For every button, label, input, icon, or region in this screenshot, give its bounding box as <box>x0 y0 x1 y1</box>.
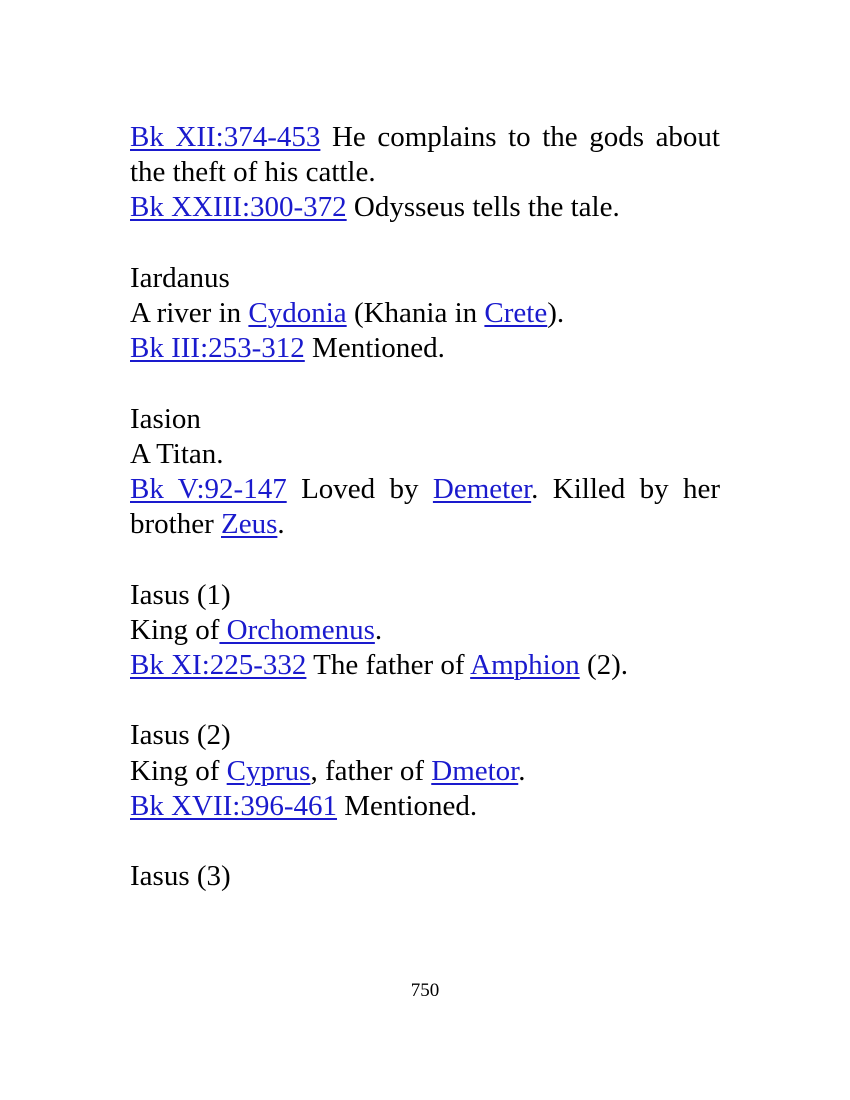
reference-text: He complains to the gods about the theft of his cattle. <box>130 121 720 189</box>
entry-gap <box>130 683 720 718</box>
description-text: . <box>518 754 526 787</box>
book-reference-link[interactable]: Bk XXIII:300-372 <box>130 191 347 224</box>
reference-text: (2). <box>579 649 629 681</box>
entry-heading: Iasus (2) <box>130 719 231 752</box>
book-reference-link[interactable]: Bk XII:374-453 <box>130 121 321 153</box>
zeus-link[interactable]: Zeus <box>221 508 278 541</box>
entry-iasion <box>130 402 720 543</box>
entry-heading: Iasus (1) <box>130 578 231 611</box>
reference-line <box>130 331 720 366</box>
description-text: , father of <box>310 754 432 787</box>
cyprus-link[interactable]: Cyprus <box>226 754 311 787</box>
entry-heading: Iasus (3) <box>130 860 231 893</box>
description-text: King of <box>130 754 227 787</box>
page-number: 750 <box>410 980 440 1001</box>
cydonia-link[interactable]: Cydonia <box>248 297 347 329</box>
reference-text: . Killed by her brother <box>130 473 721 541</box>
description-text: King of <box>130 613 220 646</box>
reference-text: Loved by <box>286 473 433 505</box>
description-text: (Khania in <box>346 297 485 329</box>
reference-text: Odysseus tells the tale. <box>346 191 620 224</box>
reference-line <box>130 789 720 824</box>
entry-heading: Iasion <box>130 402 201 435</box>
entry-description <box>130 754 720 789</box>
entry-iasus-2 <box>130 718 720 824</box>
entry-heading: Iardanus <box>130 261 230 294</box>
entry-description <box>130 296 720 331</box>
demeter-link[interactable]: Demeter <box>432 473 532 505</box>
reference-line <box>130 472 720 542</box>
entry-description: A Titan. <box>130 437 224 470</box>
description-text: ). <box>547 297 565 329</box>
reference-text: Mentioned. <box>304 332 445 365</box>
reference-line <box>130 190 720 225</box>
entry-iasus-3 <box>130 859 720 894</box>
reference-text: The father of <box>306 649 471 681</box>
entry-gap <box>130 542 720 577</box>
entry-iardanus <box>130 261 720 367</box>
entry-gap <box>130 226 720 261</box>
entry-iasus-1 <box>130 578 720 684</box>
amphion-link[interactable]: Amphion <box>470 649 580 681</box>
entry-continuation <box>130 120 720 226</box>
orchomenus-link[interactable]: Orchomenus <box>219 613 375 646</box>
entry-description <box>130 613 720 648</box>
dmetor-link[interactable]: Dmetor <box>431 754 519 787</box>
book-reference-link[interactable]: Bk XI:225-332 <box>130 649 307 681</box>
entry-gap <box>130 824 720 859</box>
book-reference-link[interactable]: Bk III:253-312 <box>130 332 305 365</box>
book-reference-link[interactable]: Bk V:92-147 <box>130 473 287 505</box>
book-reference-link[interactable]: Bk XVII:396-461 <box>130 789 338 822</box>
reference-text: . <box>277 508 285 541</box>
reference-line <box>130 120 720 190</box>
reference-line <box>130 648 720 683</box>
description-text: A river in <box>130 297 249 329</box>
crete-link[interactable]: Crete <box>484 297 548 329</box>
description-text: . <box>374 613 383 646</box>
entry-gap <box>130 366 720 401</box>
page-content <box>130 120 720 894</box>
reference-text: Mentioned. <box>337 789 478 822</box>
